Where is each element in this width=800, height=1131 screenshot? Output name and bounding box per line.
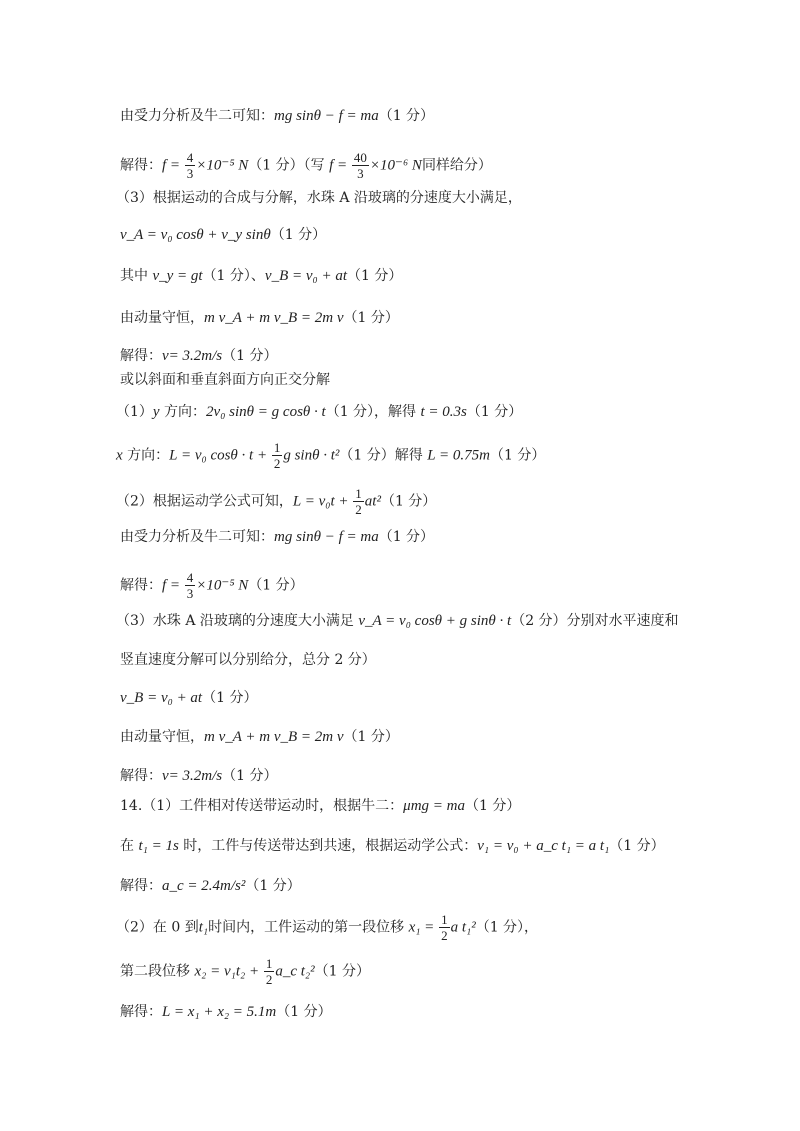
formula: f =	[162, 157, 184, 174]
score-note: （1 分）	[222, 768, 278, 784]
text-line	[120, 876, 740, 896]
formula: ×10⁻⁵ N	[196, 157, 249, 174]
score-note: （1 分）	[609, 838, 665, 854]
fraction-numerator: 4	[186, 150, 194, 165]
formula: a_c t₂²	[275, 963, 315, 980]
formula: mg sinθ − f = ma	[274, 529, 379, 545]
fraction	[185, 150, 196, 181]
line-text: 解得：	[120, 878, 162, 894]
formula: a t₁²	[450, 919, 476, 936]
score-note: （1 分）	[222, 348, 278, 364]
formula: m v_A + m v_B = 2m v	[204, 729, 344, 745]
formula: v= 3.2m/s	[162, 348, 223, 364]
score-note: （1 分）	[202, 690, 258, 706]
line-text: 14.（1）工件相对传送带运动时，根据牛二：	[120, 798, 404, 814]
fraction	[264, 956, 275, 987]
line-text: 时，工件与传送带达到共速，根据运动学公式：	[178, 838, 478, 854]
score-note: （1 分），	[475, 919, 539, 936]
line-text: 解得：	[120, 157, 162, 174]
formula: t₁	[198, 919, 209, 936]
formula: a_c = 2.4m/s²	[162, 878, 246, 894]
text-line	[116, 440, 740, 471]
fraction-numerator: 1	[265, 956, 273, 971]
text-line	[120, 570, 740, 601]
formula: mg sinθ − f = ma	[274, 108, 379, 124]
formula: m v_A + m v_B = 2m v	[204, 310, 344, 326]
formula: f =	[162, 577, 184, 594]
text-line	[120, 225, 740, 245]
line-text: （1 分），解得	[325, 404, 421, 420]
formula: at²	[364, 493, 381, 510]
text-line	[120, 266, 740, 286]
fraction-denominator: 2	[355, 502, 362, 517]
formula: ×10⁻⁵ N	[196, 577, 249, 594]
line-text: 其中	[120, 268, 153, 284]
score-note: （1 分）	[347, 268, 403, 284]
line-text: 解得：	[120, 768, 162, 784]
score-note: （1 分）	[378, 529, 435, 545]
score-note: （1 分）	[380, 493, 437, 510]
formula: v_A = v₀ cosθ + g sinθ · t	[358, 613, 512, 629]
line-text: 同样给分）	[421, 157, 492, 174]
formula: g sinθ · t²	[283, 447, 340, 464]
fraction	[272, 440, 283, 471]
line-text: （3）水珠 A 沿玻璃的分速度大小满足	[116, 613, 359, 629]
formula: ×10⁻⁶ N	[369, 157, 422, 174]
text-line	[116, 402, 740, 422]
score-note: （1 分）	[270, 227, 327, 243]
fraction	[352, 150, 369, 181]
line-text: 由受力分析及牛二可知：	[120, 529, 274, 545]
line-text: （3）根据运动的合成与分解，水珠 A 沿玻璃的分速度大小满足，	[116, 190, 522, 206]
fraction-denominator: 2	[273, 456, 281, 471]
fraction-numerator: 40	[353, 150, 367, 165]
fraction-denominator: 3	[186, 166, 194, 181]
formula: f =	[329, 157, 351, 174]
formula: v₁ = v₀ + a_c t₁ = a t₁	[477, 838, 610, 854]
formula: t₁ = 1s	[138, 838, 179, 854]
formula: t = 0.3s	[420, 404, 467, 420]
score-note: （2 分）分别对水平速度和	[511, 613, 679, 629]
text-line	[120, 956, 740, 987]
line-text: 方向：	[159, 404, 207, 420]
formula: v= 3.2m/s	[162, 768, 223, 784]
line-text: 竖直速度分解可以分别给分，总分 2 分）	[120, 652, 376, 668]
line-text: （1 分）（写	[248, 157, 330, 174]
text-line	[120, 796, 740, 816]
line-text: （2）根据运动学公式可知，	[116, 493, 293, 510]
line-text: 解得：	[120, 577, 162, 594]
text-line	[116, 486, 740, 517]
score-note: （1 分）	[465, 798, 521, 814]
line-text: （1）	[116, 404, 153, 420]
fraction-numerator: 1	[355, 486, 362, 501]
formula: 2v₀ sinθ = g cosθ · t	[206, 404, 326, 420]
score-note: （1 分）	[489, 447, 546, 464]
line-text: 时间内，工件运动的第一段位移	[208, 919, 409, 936]
text-line	[116, 611, 740, 631]
line-text: （2）在 0 到	[116, 919, 199, 936]
fraction-denominator: 3	[357, 166, 364, 181]
formula: L = x₁ + x₂ = 5.1m	[162, 1004, 277, 1020]
formula: L = 0.75m	[427, 447, 490, 464]
text-line	[120, 370, 740, 390]
score-note: （1 分）	[378, 108, 435, 124]
fraction-numerator: 1	[441, 912, 448, 927]
fraction-numerator: 1	[273, 440, 281, 455]
formula: x	[116, 447, 123, 464]
line-text: 由动量守恒，	[120, 729, 204, 745]
text-line	[120, 766, 740, 786]
score-note: （1 分）、	[202, 268, 265, 284]
text-line	[120, 308, 740, 328]
fraction-numerator: 4	[186, 570, 194, 585]
formula: v_B = v₀ + at	[120, 690, 203, 706]
text-line	[120, 650, 740, 670]
formula: L = v₀t +	[292, 493, 353, 510]
formula: L = v₀ cosθ · t +	[169, 447, 271, 464]
formula: v_B = v₀ + at	[264, 268, 348, 284]
score-note: （1 分）	[343, 310, 399, 326]
formula: v_A = v₀ cosθ + v_y sinθ	[120, 227, 271, 243]
score-note: （1 分）	[245, 878, 301, 894]
text-line	[120, 1002, 740, 1022]
fraction-denominator: 2	[441, 928, 448, 943]
text-line	[120, 836, 740, 856]
text-line	[116, 912, 740, 943]
score-note: （1 分）	[248, 577, 304, 594]
text-line	[120, 727, 740, 747]
fraction-denominator: 2	[265, 972, 273, 987]
formula: μmg = ma	[403, 798, 465, 814]
text-line	[120, 346, 740, 366]
text-line	[116, 188, 740, 208]
line-text: 由受力分析及牛二可知：	[120, 108, 274, 124]
line-text: 方向：	[122, 447, 170, 464]
formula: x₁ =	[408, 919, 439, 936]
score-note: （1 分）	[314, 963, 370, 980]
text-line	[120, 527, 740, 547]
line-text: 或以斜面和垂直斜面方向正交分解	[120, 372, 330, 388]
text-line	[120, 106, 740, 126]
line-text: 解得：	[120, 1004, 162, 1020]
line-text: 由动量守恒，	[120, 310, 204, 326]
fraction	[185, 570, 196, 601]
fraction	[439, 912, 450, 943]
text-line	[120, 150, 740, 181]
score-note: （1 分）	[276, 1004, 332, 1020]
score-note: （1 分）	[343, 729, 399, 745]
fraction	[353, 486, 364, 517]
line-text: 解得：	[120, 348, 162, 364]
line-text: （1 分）解得	[339, 447, 428, 464]
formula: x₂ = v₁t₂ +	[194, 963, 263, 980]
line-text: 第二段位移	[120, 963, 195, 980]
fraction-denominator: 3	[186, 586, 194, 601]
score-note: （1 分）	[466, 404, 523, 420]
text-line	[120, 688, 740, 708]
formula: y	[152, 404, 160, 420]
line-text: 在	[120, 838, 139, 854]
formula: v_y = gt	[152, 268, 203, 284]
